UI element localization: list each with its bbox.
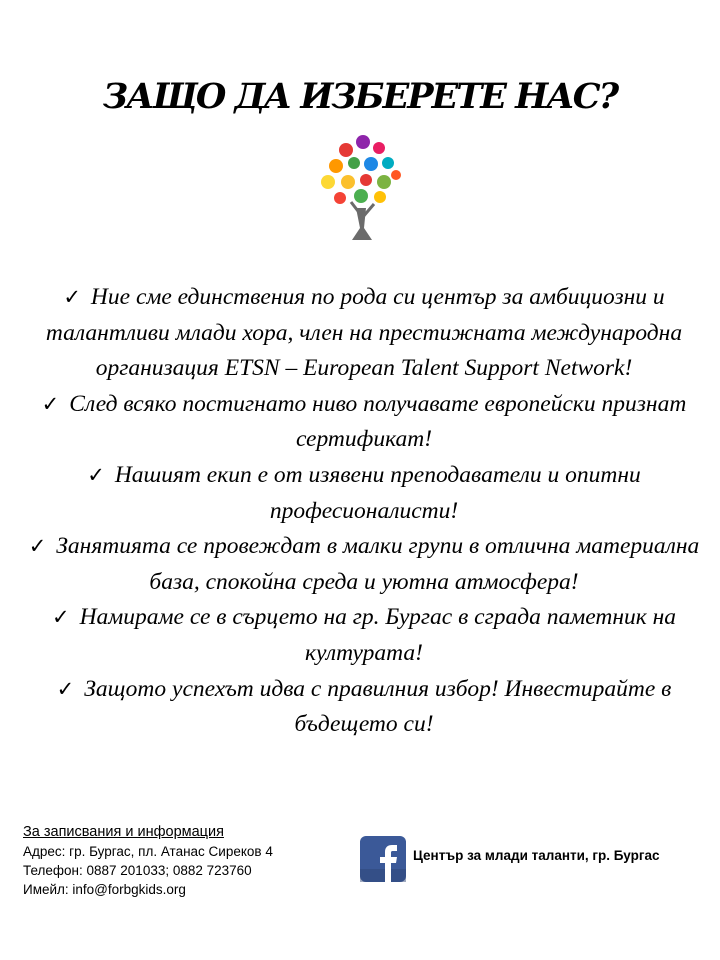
benefit-item: ✓ Намираме се в сърцето на гр. Бургас в сграда паметник на културата! xyxy=(51,604,677,666)
checkmark-icon: ✓ xyxy=(63,285,81,309)
checkmark-icon: ✓ xyxy=(87,462,105,487)
benefits-list xyxy=(28,280,700,743)
benefit-item: ✓ Защото успехът идва с правилния избор! Инвестирайте в бъдещето си! xyxy=(56,675,672,738)
facebook-page-name[interactable]: Център за млади таланти, гр. Бургас xyxy=(413,848,660,863)
contact-phone: Телефон: 0887 201033; 0882 723760 xyxy=(23,863,252,878)
benefit-item: ✓ След всяко постигнато ниво получавате европейски признат сертификат! xyxy=(41,390,687,453)
contact-heading: За записвания и информация xyxy=(23,824,224,840)
checkmark-icon: ✓ xyxy=(51,605,70,630)
checkmark-icon: ✓ xyxy=(56,676,75,701)
benefit-item: ✓ Нашият екип е от изявени преподаватели и опитни професионалисти! xyxy=(87,461,641,524)
facebook-icon[interactable] xyxy=(360,836,406,882)
contact-address: Адрес: гр. Бургас, пл. Атанас Сиреков 4 xyxy=(23,844,273,859)
page-title: ЗАЩО ДА ИЗБЕРЕТЕ НАС? xyxy=(102,76,618,117)
contact-email[interactable]: Имейл: info@forbgkids.org xyxy=(23,882,186,897)
benefit-item: ✓ Ние сме единствения по рода си център за амбициозни и талантливи млади хора, член на престижната международна организация ETSN – European Talent Support Network! xyxy=(45,284,683,382)
contact-info xyxy=(23,822,273,899)
benefit-item: ✓ Занятията се провеждат в малки групи в отлична материална база, спокойна среда и уютна атмосфера! xyxy=(28,533,700,595)
tree-of-hands-icon xyxy=(316,130,406,245)
checkmark-icon: ✓ xyxy=(41,391,60,416)
checkmark-icon: ✓ xyxy=(28,534,47,559)
